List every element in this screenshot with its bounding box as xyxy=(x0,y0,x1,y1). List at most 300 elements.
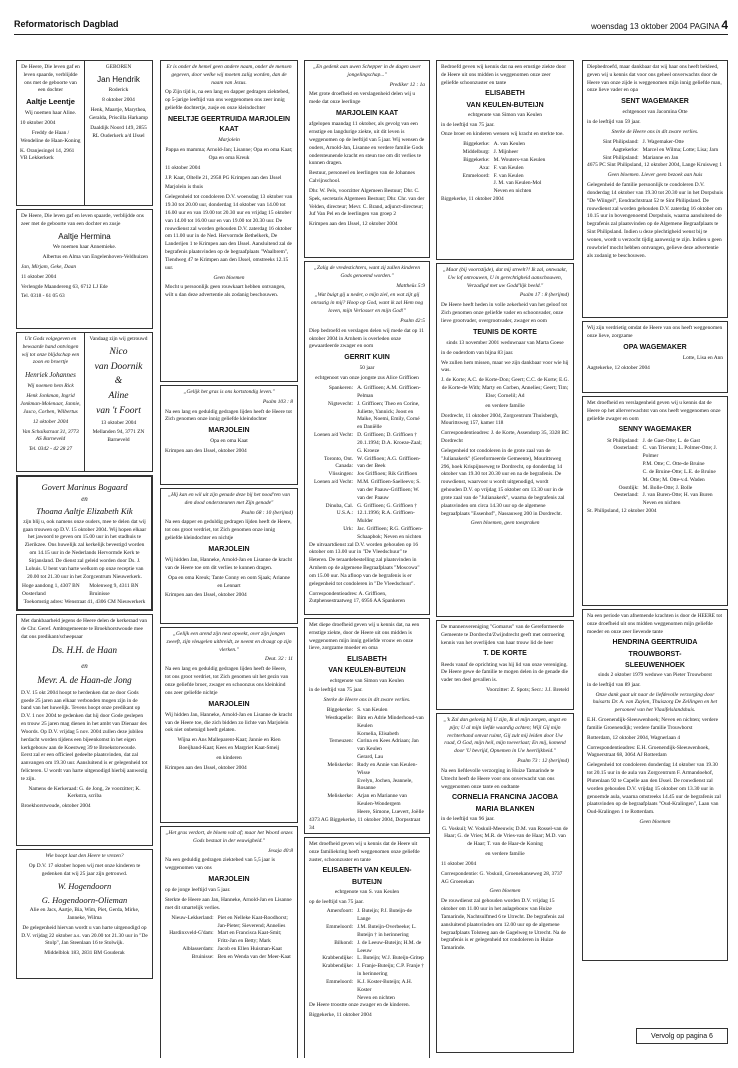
ad-quote: „En gedenk aan uwen Schepper in de dagen uwer jongelingschap..." xyxy=(313,64,421,78)
family-place: Biggekerke: xyxy=(326,707,354,714)
family-names: C. de Bruine-Otte; L.E. de Bruine xyxy=(642,468,716,475)
ad-sub: sinds 2 oktober 1979 weduwe van Pieter Trouwborst xyxy=(598,671,712,678)
deceased-surname: VAN KEULEN-BUTEIJN xyxy=(466,101,544,109)
deceased-name: T. DE KORTE xyxy=(483,650,527,658)
family-row xyxy=(441,149,569,157)
header-date-text: woensdag 13 oktober 2004 xyxy=(591,22,688,31)
deceased-name: ELISABETH xyxy=(347,656,387,664)
honoree-name: Mevr. A. de Haan-de Jong xyxy=(37,674,132,685)
family-row xyxy=(441,141,569,149)
family-place xyxy=(587,477,643,485)
family-names: Arjan en Marianne van Keulen-Wondergem xyxy=(357,793,407,808)
family-names: Rudy en Annie van Keulen-Wisse xyxy=(357,761,418,776)
death-ad-senny-wagemaker xyxy=(582,396,728,606)
ad-text: Met droefheid en verslagenheid geven wij u kennis dat de Heere op het allerverwachtst van ons heeft weggenomen onze geliefde zwager en oom xyxy=(587,400,721,422)
ad-quote-ref: Psalm 73 : 12 (berijmd) xyxy=(517,758,569,765)
family-names: Jac. Griffioen; R.G. Griffioen-Schaapbok; Neven en nichten xyxy=(357,525,423,540)
family-names: D. Griffioen; D. Griffioen † 20.1.1994; D.A. Kroeze-Zaal; G. Kroeze xyxy=(357,432,422,454)
ad-sub: echtgenote van Simon van Keulen xyxy=(468,111,542,118)
ad-address: K. Oranjesingel 14, 2961 VB Lekkerkerk xyxy=(20,147,75,162)
death-ad-cornelia-blanken xyxy=(436,713,574,1053)
ad-sub: Roderick xyxy=(108,87,129,94)
deceased-surname: VAN KEULEN-BUTEIJN xyxy=(328,667,406,675)
ad-sub: Marjolein xyxy=(218,137,240,144)
family-place: Emmeloord: xyxy=(326,978,354,985)
ad-flowers-note: Geen bloemen xyxy=(639,818,671,825)
family-row xyxy=(441,157,569,165)
ampersand: & xyxy=(114,376,123,387)
deceased-name: ELISABETH VAN KEULEN- xyxy=(322,867,412,875)
ad-age: op de leeftijd van 75 jaar. xyxy=(309,898,364,905)
family-names: J. Griffioen; Theo en Corine, Juliette, Yannick; Joost en Maike, Noemi, Emily, Corné en Daniëlle xyxy=(357,400,420,431)
ad-text: Na een periode van afnemende krachten is door de HEERE tot onze droefheid uit ons midden weggenomen mijn geliefde moeder en onze zeer lievende tante xyxy=(587,613,723,635)
deceased-name: SENT WAGEMAKER xyxy=(621,98,689,106)
ad-correspondence: Correspondentieadres: E.H. Groenendijk-Sleeuwenhoek, Wagnerstraat 68, 3064 AJ Rotterdam xyxy=(587,744,710,759)
ad-date: 10 oktober 2004 xyxy=(20,120,56,127)
ad-text: Na een liefdevolle verzorging in Huize Tamarinde te Utrecht heeft de Heere voor ons onverwacht van ons weggenomen onze tante en oudtante xyxy=(441,767,555,790)
ad-family: Pappa en mamma; Arnold-Jan; Lisanne; Opa en oma Kaat; Opa en oma Kreuk xyxy=(165,147,293,161)
honoree-name: W. Hogendoorn xyxy=(57,881,112,892)
family-place: Meliskerke: xyxy=(327,761,354,768)
family-row xyxy=(309,707,425,715)
ad-text: D.V. 15 okt 2004 hoopt te herdenken dat ze door Gods goede 25 jaren aan elkaar verbonden mogen zijn in de band van het huwelijk. Tevens hoopt onze predikant op D.V. 1 nov 2004 te gedenken dat hij door Gode geslepen en trouw 25 jaren mag dienen in het ambt van Dienaar des Woords. Op D.V. vrijdag 5 nov. 2004 zullen deze jubilea herdacht worden tijdens een bijeenkomst in het eigen kerkgebouw aan de Koestweg 39 te Broekstorwoude. Eerst zal er een officieel gedeelte plaatsvinden, dat zal aanvangen om 19.30 uur. Aansluitend is er gelegenheid tot felicteren. U wordt van harte uitgenodigd hierbij aanwezig te zijn. xyxy=(21,689,148,782)
ad-text: We zullen hem missen, maar we zijn dankbaar voor wie hij was. xyxy=(441,359,569,374)
ad-age: 50 jaar xyxy=(359,365,375,372)
family-row xyxy=(587,469,723,477)
deceased-name: GERRIT KUIN xyxy=(344,354,390,362)
family-row xyxy=(309,754,425,762)
ad-quote-ref: Psalm 103 : 8 xyxy=(262,398,293,405)
family-place: Krabbendijke: xyxy=(322,963,354,970)
death-ad-elisabeth-buteijn-family xyxy=(304,837,430,1058)
deceased-name: ELISABETH xyxy=(485,90,525,98)
header-date xyxy=(591,18,728,32)
family-names: J. M. van Keulen-Mol xyxy=(493,180,542,187)
family-names: Neven en nichten xyxy=(642,500,681,507)
family-names: Corina en Kees Adriaan; Jan van Keulen xyxy=(357,738,419,753)
family-row xyxy=(309,778,425,794)
family-names: J. de Gast-Otte; L. de Gast xyxy=(642,437,701,444)
family-place: Hardinxveld-G'dam: xyxy=(169,930,214,937)
family-names: J.M. Buteijn-Overbeeke; L. Buteijn † in herinnering xyxy=(357,924,417,938)
family-place: Alblasserdam: xyxy=(182,946,214,953)
family-row xyxy=(587,139,723,147)
death-ad-marjolein-family xyxy=(160,627,298,823)
family-place xyxy=(309,731,357,739)
ad-place-date: Krimpen aan den IJssel, oktober 2004 xyxy=(165,592,247,599)
family-names: J. Buteijn; P.J. Buteijn-de Lange xyxy=(357,908,412,923)
family-row xyxy=(309,738,425,754)
ad-age: in de leeftijd van 59 jaar. xyxy=(587,119,641,126)
family-place: Nigtevecht: xyxy=(327,400,354,407)
ad-quote: „Maar (bij voortstijde), dat mij streelt?! Ik zal, ontwaakt, Uw lof ontvouwen, U in gerechtigheid aanschouwen, Verzadigd met uw Godd'lijk beeld." xyxy=(443,267,567,289)
ad-text: De Heere, Die leven gaf en leven spaarde, verblijdde ons met de geboorte van een dochter xyxy=(21,64,80,94)
family-place: Emmeloord: xyxy=(326,924,354,931)
ad-text: Reeds vanaf de oprichting was hij lid van onze vereniging. De Heere gewe de familie te mogen delen in de genade die vader ten deel gevallen is. xyxy=(441,661,569,684)
deceased-surname: MARIA BLANKEN xyxy=(475,805,535,813)
family-place xyxy=(309,754,357,762)
ad-place-date: Broekhorstwoude, oktober 2004 xyxy=(21,803,91,810)
continue-on-page-link[interactable]: Vervolg op pagina 6 xyxy=(636,1028,728,1044)
ad-quote-ref: Psalm 42:5 xyxy=(400,317,425,324)
deceased-name: NEELTJE GEERTRUIDA MARJOLEIN KAAT xyxy=(167,115,291,134)
family-row xyxy=(587,492,723,500)
family-place xyxy=(587,469,643,477)
ad-date: 11 oktober 2004 xyxy=(21,273,57,280)
family-list xyxy=(441,141,569,196)
family-place: Nieuw-Lekkerland: xyxy=(171,914,214,921)
family-place xyxy=(309,778,357,794)
ad-sub: echtgenoot van Jacomina Otte xyxy=(622,109,688,116)
family-names: W. Griffioen; A.G. Griffioen-van der Beek xyxy=(357,455,421,470)
bride-name: Aline xyxy=(108,391,129,402)
family-row xyxy=(309,385,425,401)
family-row xyxy=(309,979,425,995)
family-place xyxy=(441,188,494,196)
ad-text: Met diepe droefheid geven wij u kennis dat, na een ernstige ziekte, door de Heere uit ons midden is weggenomen mijn innig geliefde vrouw en onze lieve, zorgzame moeder en oma xyxy=(309,622,420,652)
ad-quote: „Zalig de vredestichters, want zij zullen kinderen Gods genoemd worden." xyxy=(313,265,421,279)
family-place: Axa: xyxy=(479,164,490,171)
ad-signature: Namens de Kerkeraad: G. de Jong, 2e voorzitter; K. Kerkstra, scriba xyxy=(28,785,141,800)
family-names: P.M. Otte; C. Otte-de Bruine xyxy=(642,461,705,468)
family-row xyxy=(165,954,293,962)
ad-quote: Er is onder de hemel geen andere naam, onder de mensen gegeven, door welke wij moeten zalig worden, dan de naam van Jezus. xyxy=(166,64,292,86)
death-ad-marjolein-kreuk xyxy=(160,488,298,624)
ad-quote-ref: Psalm 68 : 10 (berijmd) xyxy=(241,509,293,516)
family-row xyxy=(587,477,723,485)
ad-text: Bedroefd geven wij kennis dat na een ernstige ziekte door de Heere uit ons midden is weggenomen onze zeer geliefde schoonzuster en tante xyxy=(441,64,566,86)
death-ad-marjolein-parents xyxy=(160,60,298,382)
ad-quote-ref: Psalm 17 : 8 (berijmd) xyxy=(519,292,569,299)
ad-text: Na een lang en geduldig gedragen lijden heeft de Heere tot Zich genomen onze innig geliefde kleindochter xyxy=(165,408,292,423)
deceased-surname: TROUWBORST- xyxy=(628,650,682,658)
ad-children: Jan, Mirjam, Geke, Daan xyxy=(21,263,77,270)
birth-ad-aaltje-leentje xyxy=(16,60,153,206)
family-row xyxy=(309,715,425,731)
ad-text: Met grote droefheid en verslagenheid delen wij u mede dat onze leerlinge xyxy=(309,91,416,106)
ad-family: Wijna en Ans Malleparent-Kaat; Jannie en Rien Boeijhand-Kaat; Kees en Margriet Kaat-Smeij xyxy=(177,737,281,752)
family-place: Middelburg: xyxy=(462,149,490,156)
ad-correspondence: Correspondentieadres: J. de Korte, Assendorp 35, 3328 BC Dordrecht xyxy=(441,430,569,445)
ad-quote: „Gelijk een arend zijn nest opwekt, over zijn jongen zweeft, zijn vleugelen uitbreidt, ze neemt en draagt op zijn vlerken." xyxy=(166,631,292,653)
bride-surname: van 't Foort xyxy=(96,405,141,416)
family-row xyxy=(309,731,425,739)
page-label: PAGINA xyxy=(689,22,720,31)
ad-date: Dordrecht, 11 oktober 2004, Zorgcentrum Thuisbergh, Mourittsweg 157, kamer 118 xyxy=(441,412,559,427)
birth-ad-left xyxy=(17,61,85,205)
family-place: Toronto, Ont. Canada: xyxy=(323,455,354,470)
family-place: Terneuzen: xyxy=(329,738,354,745)
ad-family: Opa en oma Kreuk; Tante Conny en oom Sjaak; Arianne en Lennart xyxy=(168,574,290,589)
ad-text: Uit Gods volgegeven en bewaarde hand ontvingen wij tot onze blijdschap een zoon en broertje xyxy=(21,336,80,366)
family-names: J. Wagemaker-Otte xyxy=(642,138,684,145)
family-place: Krabbendijke: xyxy=(322,955,354,962)
ad-text: De Heere heeft heden in volle zekerheid van het geloof tot Zich genomen onze geliefde vader en schoonvader, onze lieve grootvader, overgrootvader, zwager en oom xyxy=(441,302,568,324)
ad-address: Middelblok 183, 2831 BM Gouderak xyxy=(44,950,125,957)
family-place xyxy=(309,995,357,1003)
ad-address: 4675 PC Sint Philipsland, 12 oktober 2004, Lange Kruisweg 1 xyxy=(587,162,722,169)
family-row xyxy=(587,147,723,155)
family-names: Heere, Simone, Luevert, Joëlle xyxy=(357,808,424,815)
family-row xyxy=(441,165,569,173)
ad-addresses xyxy=(22,583,147,599)
family-place: Spankeren: xyxy=(328,385,354,392)
ad-quote-ref: Mattheüs 5:9 xyxy=(396,282,425,289)
family-names: A. Griffioen; A.M. Griffioen-Pelman xyxy=(357,385,421,399)
death-ad-opa-wagemaker xyxy=(582,321,728,393)
ad-text: Na een dapper en geduldig gedragen lijden heeft de Heere, tot ons groot verdriet, tot Zich genomen onze innig geliefde kleindochter en nichtje xyxy=(165,519,292,542)
deceased-name: TEUNIS DE KORTE xyxy=(473,328,537,336)
family-place: Sint Philipsland: xyxy=(602,138,639,145)
ad-quote: „Het gras verdort, de bloem valt af; maar het Woord onzes Gods bestaat in der eeuwigheid." xyxy=(165,830,293,844)
deceased-name: OPA WAGEMAKER xyxy=(623,343,687,351)
ad-family: E.H. Groenendijk-Sleeuwenhoek; Neven en nichten; verdere familie Groenendijk; verdere familie Trouwborst xyxy=(587,717,718,731)
deceased-name: MARJOLEIN KAAT xyxy=(335,110,399,118)
family-row xyxy=(309,526,425,542)
family-place xyxy=(587,500,643,508)
family-place: Biggekerke: xyxy=(463,141,490,148)
ad-place-date: Krimpen aan den IJssel, 12 oktober 2004 xyxy=(309,221,398,228)
family-place: St Philipsland: xyxy=(607,437,639,444)
family-row xyxy=(165,930,293,946)
page-number: 4 xyxy=(721,18,728,32)
family-names: Jacob en Ellen Huisman-Kaat xyxy=(217,946,282,953)
family-place: Oostdijk: xyxy=(618,484,639,491)
family-place xyxy=(309,809,357,817)
column-5 xyxy=(582,60,728,1058)
ad-text: De uitvaartdienst zal D.V. worden gehouden op 16 oktober om 13.00 uur in "De Vleedschuur" te Heteren. De teraardebestelling zal plaatsvinden in Arnhem op de algemene Begraafplaats "Moscowa" om 15.00 uur. Na afloop van de begrafenis is er gelegenheid tot condoleren in "De Vleedschuur". xyxy=(309,541,420,587)
ad-sub: We noemen haar Annemieke. xyxy=(52,244,117,251)
ad-date: 8 oktober 2004 xyxy=(102,97,135,104)
ad-place-date: Krimpen aan den IJssel, oktober 2004 xyxy=(165,448,247,455)
ad-text: Na een geduldig gedragen ziektebed van 5,5 jaar is weggenomen van ons xyxy=(165,857,276,872)
ad-text: De mannenvereniging "Gomarus" van de Gereformeerde Gemeente te Dordrecht/Zwijndrecht geeft met ontroering kennis van het overlijden van haar trouw lid de heer xyxy=(441,624,565,646)
family-place: Dinuba, Cal. U.S.A.: xyxy=(325,502,354,517)
family-place: Emmeloord: xyxy=(462,172,490,179)
family-row xyxy=(587,500,723,508)
deceased-name: CORNELIA FRANCINA JACOBA xyxy=(451,794,559,802)
column-4 xyxy=(436,60,574,1058)
wedding-ad-nico-aline xyxy=(85,333,152,471)
column-3 xyxy=(304,60,430,1058)
future-address: Toekomstig adres: Wenstraat 41, 4306 CM Nieuwerkerk xyxy=(23,599,146,606)
ad-parents: Albertus en Alma van Engelenhoven-Veldhuizen xyxy=(42,254,148,261)
family-place: Bilkond: xyxy=(334,939,354,946)
family-place: Biggekerke: xyxy=(463,156,490,163)
family-row xyxy=(309,955,425,963)
ad-address: Hoge aandong 1, 4307 BN Oosterland xyxy=(22,583,80,598)
ad-text: Op Zijn tijd is, na een lang en dapper gedragen ziektebed, op 5-jarige leeftijd van ons weggenomen ons zeer innig geliefde dochtertje, zusje en onze kleindochter xyxy=(165,89,290,112)
wedding-ad-bogaard-kik xyxy=(16,475,153,611)
ad-phone: Tel. 0318 - 61 05 63 xyxy=(21,293,65,300)
death-ad-marjolein-kaat-family xyxy=(160,826,298,1058)
family-names: Mart en Francisca Kaat-Smit; Fritz-Jan en Betty; Mark xyxy=(217,930,282,945)
ad-parents: Henk Jonkman, Ingrid Jonkman-Molenaar, Jannie, Jasco, Corben, Wilbertus xyxy=(20,393,81,415)
family-names: M. Bolle-Otte; J. Bolle xyxy=(642,484,693,491)
ad-text: Vandaag zijn wij getrouwd xyxy=(89,336,148,342)
birth-ad-henriek xyxy=(17,333,85,471)
ad-quote: „Wat buigt gij u neder, o mijn ziel, en wat zijt gij onrustig in mij? Hoop op God, want ik zal Hem nog loven, mijn Verlosser en mijn God!" xyxy=(310,292,424,315)
family-place: Loenen a/d Vecht: xyxy=(313,432,354,439)
ad-age: op de jonge leeftijd van 5 jaar. xyxy=(165,887,231,894)
family-names: Jos Griffioen; Rik Griffioen xyxy=(357,471,418,478)
family-row xyxy=(441,180,569,188)
ad-text: Gelegenheid tot condoleren in de grote zaal van de "Julianakerk" (Gereformeerde Gemeente), Mourittsweg 296, hoek Krispijnseweg te Dordrecht, op donderdag 14 oktober van 19.30 tot 20.30 uur en na de begrafenis. De rouwdienst, waarvoor u wordt uitgenodigd, wordt gehouden D.V. op vrijdag 15 oktober om 13.30 uur in de grote zaal van de "Julianakerk", waarna de begrafenis zal plaatsvinden om circa 14.30 uur op de algemene begraafplaats "Essenhof", Nassauweg 200 in Dordrecht. xyxy=(441,447,565,517)
death-ad-elisabeth-keulen xyxy=(436,60,574,260)
ad-text: Gelegenheid de familie persoonlijk te condoleren D.V. donderdag 14 oktober van 19.30 tot 20.30 uur in het Dorpshuis "De Wiingel", Eendrachtstraat 52 te Sint Philipsland. De rouwdienst zal worden gehouden D.V. zaterdag 16 oktober om 10.15 uur in bovengenoemd Dorpshuis, waarna aansluitend de begrafenis zal plaatsvinden op de Algemene Begraafplaats te Sint Philipsland. Indien u deze plechtigheid wenst bij te wonen, wordt u verzocht tijdig aanwezig te zijn. Indien u geen rouwbrief mocht hebben ontvangen, gelieve deze advertentie als zodanig te beschouwen. xyxy=(587,182,723,259)
family-names: Kornelia, Elisabeth xyxy=(357,730,399,737)
ad-sub: sinds 13 november 2001 weduwnaar van Marta Goese xyxy=(446,339,564,346)
family-names: A. van Keulen xyxy=(493,141,525,148)
death-ad-elisabeth-husband xyxy=(304,618,430,834)
ad-date: 12 oktober 2004 xyxy=(32,418,69,425)
family-names: G. Griffioen; G. Griffioen † 12.1.1996; R.A. Griffioen-Mulder xyxy=(357,502,418,525)
family-row xyxy=(441,173,569,181)
ad-sub: echtgenoot van onze jongste zus Alice Griffioen xyxy=(315,375,419,382)
family-list xyxy=(309,385,425,542)
ad-quote-ref: Deut. 32 : 11 xyxy=(264,656,293,663)
ad-parents: Henk, Maartje, Marythea, Geralda, Priscilla Harkamp xyxy=(89,107,148,121)
family-names: F. van Keulen xyxy=(493,164,524,171)
family-names: Gerard, Lau xyxy=(357,754,384,761)
ad-signatories: Dhr. W. Pels, voorzitter Algemeen Bestuur; Dhr. C. Spek, secretaris Algemeen Bestuur; Dhr. Chr. van der Velden, directeur; Mevr. C. Brand, adjunct-directeur; Juf Van Pel en de leerlingen van groep 2 xyxy=(309,187,425,218)
deceased-surname: BUTEIJN xyxy=(352,878,382,886)
ad-sub: Sterke de Heere ons in dit zware verlies. xyxy=(323,697,411,704)
ad-text: Wij hidden Jan, Hanneke, Arnold-Jan en Lisanne de kracht van de Heere toe, die zich bidden zo lichte van Marjolein ook niet onbetuigd heeft gelaten. xyxy=(165,711,293,734)
anniversary-ad-hogendoorn xyxy=(16,849,153,979)
jubilee-ad-de-haan xyxy=(16,614,153,846)
ad-quote: Onze dank gaat uit naar de liefdevolle verzorging door huisarts Dr. A. van Zuylen, Thuiszorg De Zellingen en het personeel van het Vlaaifelslandshuis. xyxy=(592,691,718,714)
page-header xyxy=(14,18,728,35)
family-names: J. de Leeuw-Buteijn; H.M. de Leeuw xyxy=(357,939,422,954)
ad-text: De Heere troostte onze zwager en de kinderen. xyxy=(309,1002,410,1009)
family-row xyxy=(587,445,723,461)
ad-date: 13 oktober 2004 xyxy=(100,419,137,426)
ad-text: afgelopen maandag 11 oktober, als gevolg van een ernstige en langdurige ziekte, uit dit leven is weggenomen op de leeftijd van 5 jaar. Wij wensen de ouders, Arnold-Jan, Lisanne en verdere familie Gods ondersteunende kracht en steun toe om dit verlies te kunnen dragen. xyxy=(309,121,425,167)
ad-family: en verdere familie xyxy=(485,851,525,858)
family-row xyxy=(309,479,425,502)
family-names: L. Buteijn; W.J. Buteijn-Gritep xyxy=(357,955,424,962)
family-list xyxy=(587,139,723,162)
family-row xyxy=(165,946,293,954)
family-names: Marianne en Jan xyxy=(642,154,679,161)
family-list xyxy=(165,915,293,962)
ad-text: Sterkte de Heere aan Jan, Hanneke, Arnold-Jan en Lisanne met dit smartelijk verlies. xyxy=(165,897,292,911)
family-names: K.J. Koster-Buteijn; A.H. Koster xyxy=(357,978,413,993)
ad-text: Diep bedroefd en verslagen delen wij mede dat op 11 oktober 2004 in Arnhem is overleden onze gewaardeerde zwager en oom xyxy=(309,327,424,350)
family-place: Vlissingen: xyxy=(328,471,354,478)
ad-place-date: Biggekerke, 11 oktober 2004 xyxy=(309,1012,372,1019)
family-names: Neven en nichten xyxy=(493,188,532,195)
family-place: Aagtekerke: xyxy=(612,146,639,153)
deceased-name: MARJOLEIN xyxy=(208,876,250,884)
honoree-name: Ds. H.H. de Haan xyxy=(52,645,117,656)
honoree-name: G. Hogendoorn-Olieman xyxy=(41,894,128,905)
family-names: Marcel en Wilma; Lotte; Lisa; Jarn xyxy=(642,146,719,153)
announcement-pair xyxy=(16,332,153,472)
child-name: Henriek Johannes xyxy=(25,371,76,380)
groom-surname: van Doornik xyxy=(94,361,143,372)
ad-family: en verdere familie xyxy=(485,402,525,409)
family-names: M. Otte; M. Otte-v.d. Waden xyxy=(642,476,705,483)
ad-flowers-note: Geen bloemen xyxy=(489,888,521,895)
family-place xyxy=(587,461,643,469)
ad-sub: echtgenote van Simon van Keulen xyxy=(330,677,404,684)
bride-name: Thoana Aaltje Elizabeth Kik xyxy=(36,506,133,517)
ad-address: 4373 AG Biggekerke, 11 oktober 2004, Dorpsstraat 34 xyxy=(309,816,421,831)
ad-date: Rotterdam, 12 oktober 2004, Wagnerlaan 4 xyxy=(587,734,681,741)
death-ad-teunis-de-korte xyxy=(436,263,574,617)
family-place: Westkapelle: xyxy=(325,714,354,721)
ad-quote: „Gelijk het gras is ons kortstondig leven." xyxy=(183,389,275,395)
ad-text: Gelegenheid tot condoleren D.V. woensdag 13 oktober van 19.30 tot 20.00 uur, donderdag 14 oktober van 14.00 tot 16.00 uur en van 19.00 tot 20.30 uur en vrijdag 15 oktober van 14.00 tot 16.00 uur en van 19.00 tot 20.30 uur. De rouwdienst zal worden gehouden D.V. zaterdag 16 oktober om 11.00 uur in de Ned. Hervormde Bethelkerk, De Landerijen 1 te Krimpen aan den IJssel. Aansluitend zal de begrafenis plaatsvinden op de begraafplaats "Waalbrem", Tiendweg 47 te Krimpen aan den IJssel, omstreeks 12.15 uur. xyxy=(165,194,293,271)
ad-age: in de ouderdom van bijna 83 jaar. xyxy=(441,349,514,356)
family-row xyxy=(309,432,425,455)
ad-date: 11 oktober 2004 xyxy=(165,164,201,171)
family-place: Bruinisse: xyxy=(191,953,214,960)
death-ad-marjolein-opa-oma-kaat xyxy=(160,385,298,485)
death-ad-sent-wagemaker xyxy=(582,60,728,318)
column-2 xyxy=(160,60,298,1058)
ad-family: J. de Korte; A.C. de Korte-Don; Geert; C.C. de Korte; E.G. de Korte-de With; Marty en Corben, Annelies; Geert; Tim; Else; Cornelil; Ad xyxy=(441,377,569,399)
ad-quote: „'k Zal dan gelovig bij U zijn, Ik al mijn zorgen, angst en pijn; U al mijn liefde waardig achten; Wijl Gij mijn rechterhand omvat ruimt, Gij zult mij leiden door Uw raad, O God, mijn heil, mijn toeverlaat; En mij, komend door 'U bevrijd, Opnemen in Uw heerlijkheid." xyxy=(443,717,567,755)
family-names: M.M. Griffioen-Saelleevo; S. van der Paauw-Griffioen; W. van der Paauw xyxy=(357,479,421,501)
ad-signature: Voorzitter: Z. Spots; Secr.: J.J. Breteld xyxy=(486,687,569,694)
deceased-name: MARJOLEIN xyxy=(208,700,250,708)
ad-text: Gelegenheid tot condoleren donderdag 14 oktober van 19.30 tot 20.15 uur in de aula van Zorgcentrum F. Armandoehof, Plutenlaan 92 te Capelle aan den IJssel. De rouwdienst zal worden gehouden D.V. vrijdag 15 oktober om 13.30 uur in genoemde aula, waarna omstreeks 14.45 uur de begrafenis zal plaatsvinden op de begraafplaats "Oud-Kralingen", Laan van Oud-Kralingen 1 te Rotterdam. xyxy=(587,762,721,816)
family-names: J. van Buren-Otte; H. van Buren xyxy=(642,492,713,499)
family-row xyxy=(309,401,425,432)
ad-date: 11 oktober 2004 xyxy=(441,860,477,867)
ad-quote-ref: Jesaja 40:8 xyxy=(267,847,293,854)
ad-note: Marjolein is thuis xyxy=(165,184,204,191)
family-list xyxy=(309,707,425,817)
publication-name: Reformatorisch Dagblad xyxy=(14,19,119,29)
ad-place-date: Biggekerke, 11 oktober 2004 xyxy=(441,196,504,203)
ad-text: Mocht u persoonlijk geen rouwkaart hebben ontvangen, wilt u dan deze advertentie als zodanig beschouwen. xyxy=(165,284,286,299)
ad-phone: Tel. 0342 - 42 28 27 xyxy=(28,446,73,453)
ad-heading: GEBOREN xyxy=(105,64,132,70)
family-names: Ben en Wenda van der Meer-Kaat xyxy=(217,953,291,960)
family-list xyxy=(309,908,425,1002)
death-ad-gerrit-kuin xyxy=(304,261,430,615)
ad-sub: Wij noemen haar Aline. xyxy=(24,110,77,117)
family-names: M. Wouters-van Keulen xyxy=(493,156,546,163)
death-ad-school xyxy=(304,60,430,258)
death-ad-gomarus xyxy=(436,620,574,710)
birth-ad-right xyxy=(85,61,152,205)
ad-flowers-note: Geen bloemen. Liever geen bezoek aan huis xyxy=(607,172,703,179)
ad-family: en kinderen xyxy=(216,754,242,761)
family-row xyxy=(309,995,425,1003)
family-row xyxy=(309,762,425,778)
family-names: S. van Keulen xyxy=(357,707,388,714)
ad-quote-ref: Prediker 12 : 1a xyxy=(389,81,425,88)
ad-age: in de leeftijd van 89 jaar. xyxy=(587,681,641,688)
ad-age: in de leeftijd van 96 jaar. xyxy=(441,815,495,822)
conjunction: en xyxy=(81,661,88,670)
family-row xyxy=(587,155,723,163)
ad-text: Wij zijn verdrietig omdat de Heere van ons heeft weggenomen onze lieve, zorgzame xyxy=(587,325,723,339)
family-place: Meliskerke: xyxy=(327,793,354,800)
family-names: Neven en nichten xyxy=(357,994,395,1001)
child-name: Aaltje Leentje xyxy=(26,97,75,107)
ad-sub: Wij noemen hem Rick xyxy=(27,383,74,390)
family-place: Urk: xyxy=(343,525,354,532)
family-place: Loenen a/d Vecht: xyxy=(313,479,354,486)
ad-family: Lotte, Lisa en Ann xyxy=(682,354,723,361)
ad-sub: echtgenote van S. van Keulen xyxy=(334,888,400,895)
